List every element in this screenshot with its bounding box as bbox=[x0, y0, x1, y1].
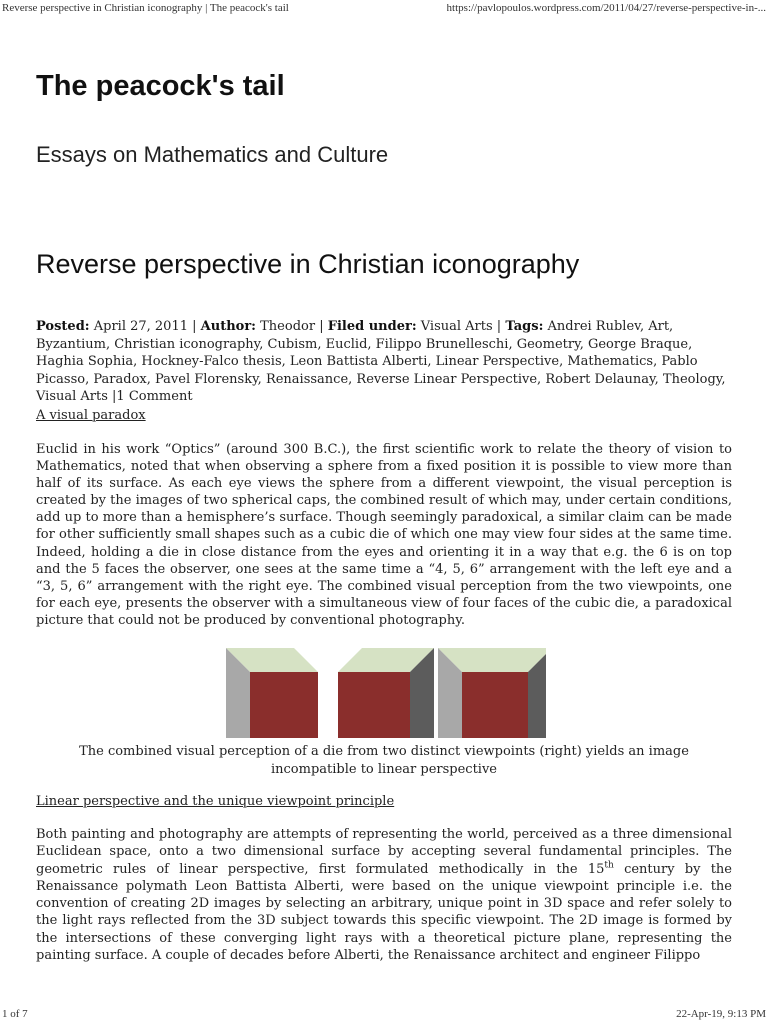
meta-separator: | bbox=[315, 319, 328, 334]
die-combined-view bbox=[438, 648, 546, 738]
meta-separator: | bbox=[107, 389, 117, 405]
die-front-face bbox=[462, 672, 528, 738]
category-link[interactable]: Visual Arts bbox=[420, 319, 493, 334]
filed-under-label: Filed under: bbox=[327, 319, 417, 334]
dice-figure bbox=[226, 648, 546, 738]
figure-caption: The combined visual perception of a die from two distinct viewpoints (right) yields an image incompatible to linear perspective bbox=[79, 744, 689, 777]
die-front-face bbox=[250, 672, 318, 738]
die-left-view bbox=[226, 648, 318, 738]
meta-separator: | bbox=[492, 319, 506, 334]
site-title[interactable]: The peacock's tail bbox=[36, 70, 285, 102]
article-paragraph: Euclid in his work “Optics” (around 300 B.C.), the first scientific work to relate the theory of vision to Mathematics, noted that when observing a sphere from a fixed position it is possible to view more than half of its surface. As each eye views the sphere from a different viewpoint, the visual perception is created by the images of two spherical caps, the combined result of which may, under certain conditions, add up to more than a hemisphere’s surface. Though seemingly paradoxical, a similar claim can be made for other sufficiently small shapes such as a cubic die of which one may view four sides at the same time. Indeed, holding a die in close distance from the eyes and orienting it in a way that e.g. the 6 is on top and the 5 faces the observer, one sees at the same time a “4, 5, 6” arrangement with the left eye and a “3, 5, 6” arrangement with the right eye. The combined visual perception from the two viewpoints, one for each eye, presents the observer with a simultaneous view of four faces of the cubic die, a paradoxical picture that could not be produced by conventional photography. bbox=[36, 442, 732, 628]
article-paragraph bbox=[36, 826, 732, 964]
posted-label: Posted: bbox=[36, 319, 90, 334]
die-right-view bbox=[338, 648, 434, 738]
die-front-face bbox=[338, 672, 410, 738]
post-meta bbox=[36, 318, 732, 406]
author-label: Author: bbox=[200, 319, 256, 334]
post-title[interactable]: Reverse perspective in Christian iconography bbox=[36, 249, 580, 279]
page-number: 1 of 7 bbox=[2, 1008, 28, 1020]
comments-link[interactable]: 1 Comment bbox=[116, 389, 193, 405]
print-header-url: https://pavlopoulos.wordpress.com/2011/04/27/reverse-perspective-in-... bbox=[446, 2, 766, 14]
superscript: th bbox=[604, 860, 614, 871]
posted-date: April 27, 2011 bbox=[93, 319, 188, 334]
tags-label: Tags: bbox=[505, 319, 544, 334]
paragraph-text: Both painting and photography are attempts of representing the world, perceived as a three dimensional Euclidean space, onto a two dimensional surface by accepting several fundamental principles. The geometric rules of linear perspective, first formulated methodically in the 15 bbox=[36, 827, 732, 877]
section-heading-linear-perspective: Linear perspective and the unique viewpoint principle bbox=[36, 794, 395, 809]
author-link[interactable]: Theodor bbox=[260, 319, 316, 334]
site-tagline: Essays on Mathematics and Culture bbox=[36, 142, 389, 167]
tags-links[interactable]: Andrei Rublev, Art, Byzantium, Christian iconography, Cubism, Euclid, Filippo Brunelleschi, Geometry, George Braque, Haghia Sophia, Hockney-Falco thesis, Leon Battista Alberti, Linear Perspective, Mathematics, Pablo Picasso, Paradox, Pavel Florensky, Renaissance, Reverse Linear Perspective, Robert Delaunay, Theology, Visual Arts bbox=[36, 319, 726, 405]
paragraph-text: century by the Renaissance polymath Leon Battista Alberti, were based on the unique viewpoint principle i.e. the convention of creating 2D images by selecting an arbitrary, unique point in 3D space and refer solely to the light rays reflected from the 3D subject towards this specific viewpoint. The 2D image is formed by the intersections of these converging light rays with a theoretical picture plane, representing the painting surface. A couple of decades before Alberti, the Renaissance architect and engineer Filippo bbox=[36, 861, 732, 964]
print-timestamp: 22-Apr-19, 9:13 PM bbox=[676, 1008, 766, 1020]
print-footer bbox=[0, 1008, 768, 1020]
section-heading-visual-paradox: A visual paradox bbox=[36, 408, 146, 423]
print-header bbox=[0, 2, 768, 14]
meta-separator: | bbox=[188, 319, 201, 334]
print-header-title: Reverse perspective in Christian iconography | The peacock's tail bbox=[2, 2, 289, 14]
